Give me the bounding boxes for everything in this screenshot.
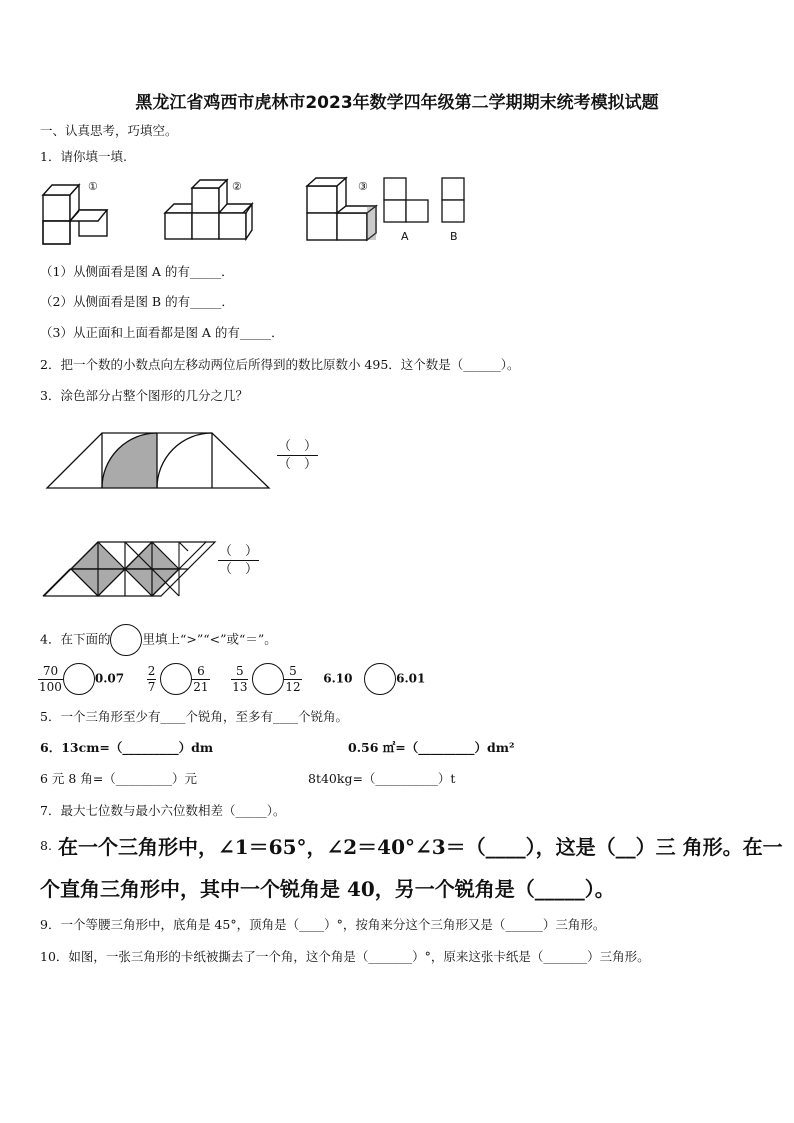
question-4-stem-pre: 4．在下面的 [40,631,111,647]
view-b-figure [440,176,470,226]
numerator: 6 [192,664,209,680]
denominator: 7 [147,679,156,694]
value-0-07: 0.07 [94,671,125,686]
numerator: 5 [231,664,248,680]
cube-figure-3 [304,176,384,242]
question-6-b: 0.56 ㎡=（_________）dm² [348,740,515,755]
fraction-5-13 [231,664,248,695]
compare-circle-example [110,624,142,656]
question-8-line-2: 个直角三角形中，其中一个锐角是 40，另一个锐角是（_____）。 [40,877,615,901]
question-8-number: 8. [40,838,52,853]
denominator: 21 [193,679,209,694]
answer-fraction-1 [277,438,318,473]
question-4-stem [40,624,277,656]
question-5: 5．一个三角形至少有____个锐角，至多有____个锐角。 [40,709,348,724]
trapezoid-figure [44,428,274,492]
question-1-sub-2: （2）从侧面看是图 B 的有_____． [40,294,234,309]
question-1-sub-1: （1）从侧面看是图 A 的有_____． [40,264,234,279]
numerator: 70 [38,664,63,680]
fraction-6-21 [192,664,209,695]
question-6-c: 6 元 8 角=（_________）元 [40,771,198,786]
answer-fraction-2 [218,543,259,578]
mark-2: ② [232,180,242,193]
compare-circle-1[interactable] [63,663,95,695]
fraction-70-100 [38,664,63,695]
cube-figure-2 [162,180,262,245]
question-10: 10．如图，一张三角形的卡纸被撕去了一个角，这个角是（_______）°，原来这张卡纸是（_______）三角形。 [40,949,650,964]
value-6-01: 6.01 [396,671,426,686]
label-b: B [450,230,458,243]
cube-figure-1 [40,180,120,250]
question-4-items [38,663,425,695]
question-6-d: 8t40kg=（__________）t [308,771,456,786]
compare-circle-2[interactable] [160,663,192,695]
question-1-sub-3: （3）从正面和上面看都是图 A 的有_____． [40,325,284,340]
numerator: 5 [284,664,301,680]
denominator: 100 [39,679,62,694]
question-6-a: 6．13cm=（_________）dm [40,740,214,755]
section-heading: 一、认真思考，巧填空。 [40,123,178,138]
question-3-stem: 3．涂色部分占整个图形的几分之几？ [40,388,248,403]
mark-3: ③ [358,180,368,193]
answer-numerator-2: （ ） [219,544,259,559]
fraction-5-12 [284,664,301,695]
fraction-2-7 [147,664,157,695]
answer-denominator-1: （ ） [278,457,318,472]
question-7: 7．最大七位数与最小六位数相差（_____）。 [40,803,286,818]
question-8-line-1: 在一个三角形中，∠1＝65°，∠2＝40°∠3＝（____），这是（__）三 角形。在一 [58,835,783,859]
compare-circle-3[interactable] [252,663,284,695]
page-title: 黑龙江省鸡西市虎林市2023年数学四年级第二学期期末统考模拟试题 [135,93,659,113]
compare-circle-4[interactable] [364,663,396,695]
numerator: 2 [147,663,156,678]
answer-numerator-1: （ ） [278,439,318,454]
label-a: A [401,230,409,243]
question-9: 9．一个等腰三角形中，底角是 45°，顶角是（____）°，按角来分这个三角形又是（______）三角形。 [40,917,606,932]
question-2: 2．把一个数的小数点向左移动两位后所得到的数比原数小 495．这个数是（______）。 [40,357,520,372]
question-4-stem-post: 里填上“>”“<”或“＝”。 [142,631,277,647]
mark-1: ① [88,180,98,193]
value-6-10: 6.10 [323,671,353,686]
view-a-figure [382,176,432,226]
question-1-stem: 1．请你填一填. [40,149,127,164]
denominator: 13 [232,679,248,694]
answer-denominator-2: （ ） [219,562,259,577]
denominator: 12 [285,679,301,694]
parallelogram-figure [40,538,220,602]
